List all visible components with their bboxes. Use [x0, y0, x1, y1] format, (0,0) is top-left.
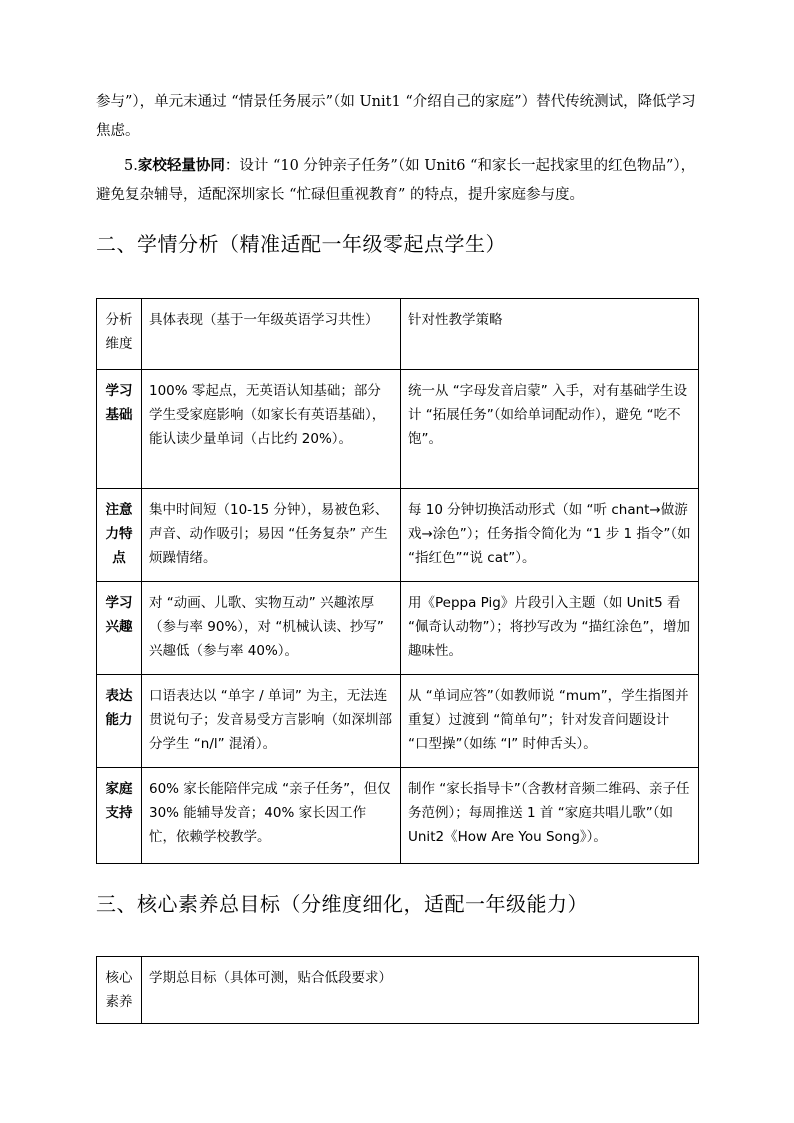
strategy-cell: 每 10 分钟切换活动形式（如 “听 chant→做游戏→涂色”）；任务指令简化为 “1 步 1 指令”（如 “指红色”“说 cat”）。 — [401, 489, 699, 582]
table-row — [97, 489, 699, 582]
dimension-cell: 学习基础 — [97, 370, 142, 489]
table-row — [97, 582, 699, 675]
learner-analysis-table — [96, 298, 699, 864]
header-cell: 针对性教学策略 — [401, 299, 699, 370]
header-cell: 学期总目标（具体可测，贴合低段要求） — [142, 957, 699, 1024]
performance-cell: 对 “动画、儿歌、实物互动” 兴趣浓厚（参与率 90%），对 “机械认读、抄写” 兴趣低（参与率 40%）。 — [142, 582, 401, 675]
dimension-cell: 表达能力 — [97, 675, 142, 768]
dimension-cell: 注意力特点 — [97, 489, 142, 582]
table-row — [97, 768, 699, 864]
table-header-row — [97, 299, 699, 370]
item-heading: 家校轻量协同 — [137, 158, 225, 174]
strategy-cell: 用《Peppa Pig》片段引入主题（如 Unit5 看 “佩奇认动物”）；将抄写改为 “描红涂色”，增加趣味性。 — [401, 582, 699, 675]
table-row — [97, 675, 699, 768]
strategy-cell: 从 “单词应答”（如教师说 “mum”，学生指图并重复）过渡到 “简单句”；针对发音问题设计 “口型操”（如练 “l” 时伸舌头）。 — [401, 675, 699, 768]
section-heading-3: 三、核心素养总目标（分维度细化，适配一年级能力） — [96, 892, 588, 916]
paragraph-1: 参与”），单元末通过 “情景任务展示”（如 Unit1 “介绍自己的家庭”）替代传统测试，降低学习焦虑。 — [96, 94, 696, 139]
core-literacy-table — [96, 956, 699, 1024]
item-number: 5. — [124, 158, 138, 174]
table-row — [97, 370, 699, 489]
paragraph-2 — [96, 152, 700, 210]
item-text: ：设计 “10 分钟亲子任务”（如 Unit6 “和家长一起找家里的红色物品”），避免复杂辅导，适配深圳家长 “忙碌但重视教育” 的特点，提升家庭参与度。 — [96, 158, 696, 203]
performance-cell: 集中时间短（10-15 分钟），易被色彩、声音、动作吸引；易因 “任务复杂” 产生烦躁情绪。 — [142, 489, 401, 582]
dimension-cell: 家庭支持 — [97, 768, 142, 864]
table-header-row — [97, 957, 699, 1024]
strategy-cell: 统一从 “字母发音启蒙” 入手，对有基础学生设计 “拓展任务”（如给单词配动作），避免 “吃不饱”。 — [401, 370, 699, 489]
strategy-cell: 制作 “家长指导卡”（含教材音频二维码、亲子任务范例）；每周推送 1 首 “家庭共唱儿歌”（如 Unit2《How Are You Song》）。 — [401, 768, 699, 864]
section-heading-2: 二、学情分析（精准适配一年级零起点学生） — [96, 232, 506, 256]
header-cell: 具体表现（基于一年级英语学习共性） — [142, 299, 401, 370]
header-cell: 核心素养 — [97, 957, 142, 1024]
header-cell: 分析维度 — [97, 299, 142, 370]
performance-cell: 60% 家长能陪伴完成 “亲子任务”，但仅 30% 能辅导发音；40% 家长因工作忙，依赖学校教学。 — [142, 768, 401, 864]
performance-cell: 100% 零起点，无英语认知基础；部分学生受家庭影响（如家长有英语基础），能认读少量单词（占比约 20%）。 — [142, 370, 401, 489]
dimension-cell: 学习兴趣 — [97, 582, 142, 675]
performance-cell: 口语表达以 “单字 / 单词” 为主，无法连贯说句子；发音易受方言影响（如深圳部分学生 “n/l” 混淆）。 — [142, 675, 401, 768]
